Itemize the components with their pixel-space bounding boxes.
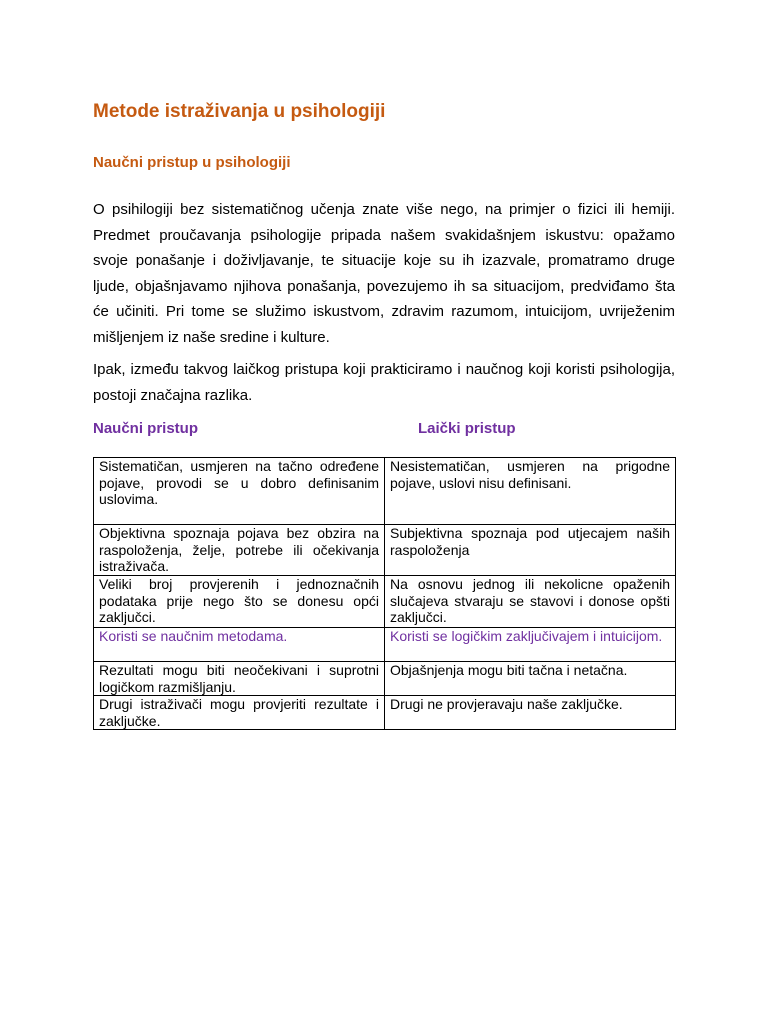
table-cell-lay: Nesistematičan, usmjeren na prigodne pojave, uslovi nisu definisani.	[385, 458, 676, 525]
table-cell-scientific: Objektivna spoznaja pojava bez obzira na raspoloženja, želje, potrebe ili očekivanja istraživača.	[94, 525, 385, 576]
table-row	[94, 696, 676, 730]
comparison-table	[93, 457, 676, 730]
section-heading: Naučni pristup u psihologiji	[93, 154, 291, 171]
column-header-scientific: Naučni pristup	[93, 420, 199, 437]
table-cell-lay: Na osnovu jednog ili nekolicne opaženih slučajeva stvaraju se stavovi i donose opšti zaključci.	[385, 576, 676, 628]
table-cell-scientific: Koristi se naučnim metodama.	[94, 628, 385, 662]
table-cell-scientific: Sistematičan, usmjeren na tačno određene pojave, provodi se u dobro definisanim uslovima.	[94, 458, 385, 525]
table-cell-scientific: Veliki broj provjerenih i jednoznačnih podataka prije nego što se donesu opći zaključci.	[94, 576, 385, 628]
column-header-lay: Laički pristup	[418, 420, 516, 437]
table-row	[94, 458, 676, 525]
table-cell-lay: Koristi se logičkim zaključivajem i intuicijom.	[385, 628, 676, 662]
table-row	[94, 628, 676, 662]
contrast-paragraph: Ipak, između takvog laičkog pristupa koji prakticiramo i naučnog koji koristi psihologija, postoji značajna razlika.	[93, 361, 675, 404]
page-title: Metode istraživanja u psihologiji	[93, 101, 386, 122]
table-row	[94, 525, 676, 576]
table-cell-lay: Drugi ne provjeravaju naše zaključke.	[385, 696, 676, 730]
table-cell-lay: Subjektivna spoznaja pod utjecajem naših raspoloženja	[385, 525, 676, 576]
intro-paragraph: O psihilogiji bez sistematičnog učenja znate više nego, na primjer o fizici ili hemiji. Predmet proučavanja psihologije pripada našem svakidašnjem iskustvu: opažamo svoje ponašanje i doživljavanje, te situacije koje su ih izazvale, promatramo druge ljude, objašnjavamo njihova ponašanja, povezujemo ih sa situacijom, predviđamo šta će učiniti. Pri tome se služimo iskustvom, zdravim razumom, intuicijom, uvriježenim mišljenjem iz naše sredine i kulture.	[93, 201, 675, 346]
table-cell-lay: Objašnjenja mogu biti tačna i netačna.	[385, 662, 676, 696]
table-cell-scientific: Rezultati mogu biti neočekivani i suprotni logičkom razmišljanju.	[94, 662, 385, 696]
table-cell-scientific: Drugi istraživači mogu provjeriti rezultate i zaključke.	[94, 696, 385, 730]
table-row	[94, 662, 676, 696]
table-row	[94, 576, 676, 628]
